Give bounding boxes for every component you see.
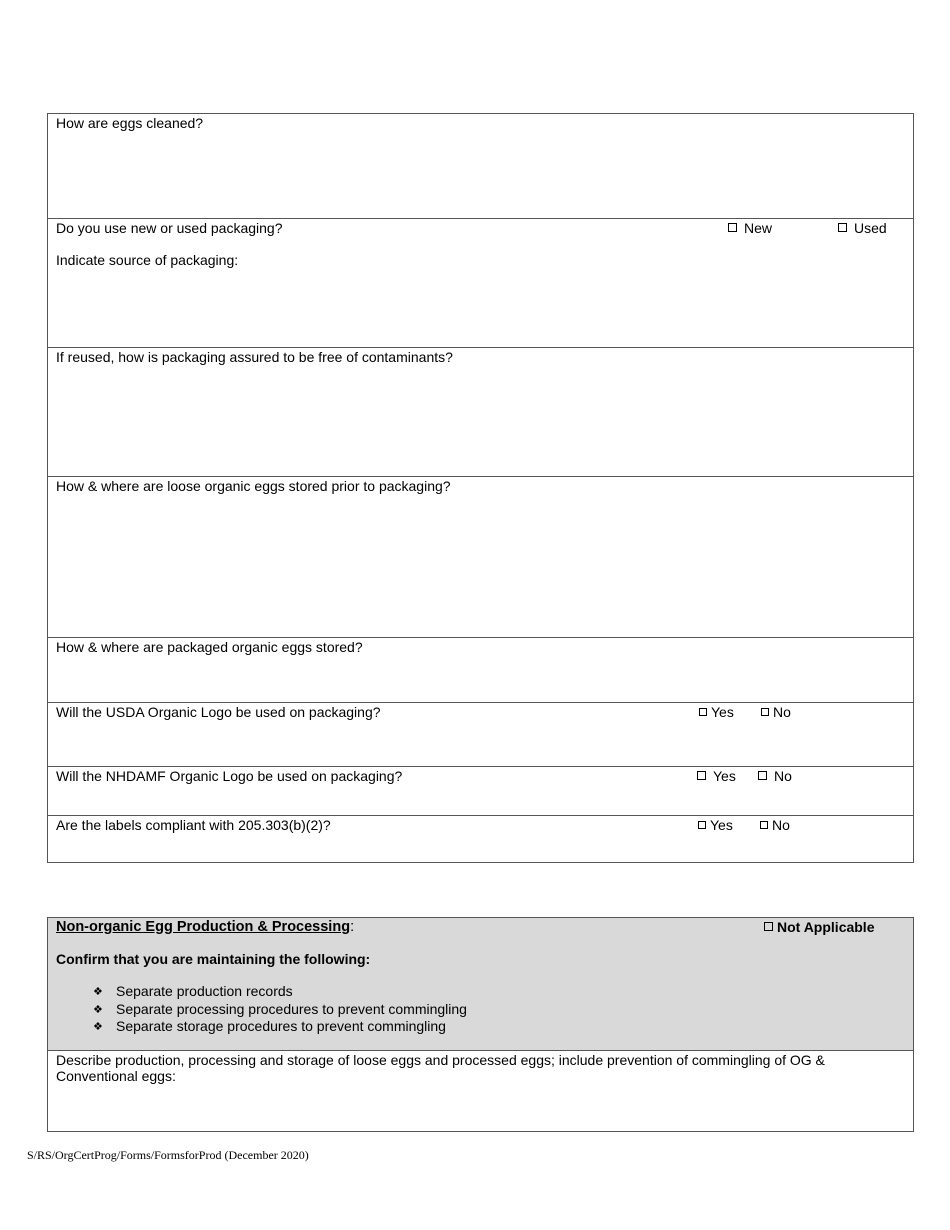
diamond-bullet-icon: ❖ xyxy=(93,986,103,998)
question-eggs-cleaned: How are eggs cleaned? xyxy=(56,115,204,131)
footer-text: S/RS/OrgCertProg/Forms/FormsforProd (December 2020) xyxy=(27,1148,309,1162)
checkbox-nhdamf-yes[interactable] xyxy=(697,771,706,780)
row-eggs-cleaned[interactable] xyxy=(48,114,913,219)
row-reused-packaging[interactable] xyxy=(48,348,913,477)
checkbox-new[interactable] xyxy=(728,223,737,232)
question-usda-logo: Will the USDA Organic Logo be used on packaging? xyxy=(56,704,381,720)
section-title: Non-organic Egg Production & Processing: xyxy=(56,919,355,935)
bullet-list xyxy=(93,983,467,1036)
option-labels-no[interactable]: No xyxy=(760,817,790,833)
checkbox-usda-no[interactable] xyxy=(761,708,769,716)
option-nhdamf-yes[interactable]: Yes xyxy=(697,768,736,784)
non-organic-table xyxy=(47,917,914,1132)
checkbox-labels-no[interactable] xyxy=(760,821,768,829)
list-item: ❖ Separate storage procedures to prevent commingling xyxy=(93,1018,446,1034)
option-nhdamf-no[interactable]: No xyxy=(758,768,792,784)
option-usda-yes[interactable]: Yes xyxy=(699,704,734,720)
option-usda-no[interactable]: No xyxy=(761,704,791,720)
checkbox-usda-yes[interactable] xyxy=(699,708,707,716)
row-packaged-eggs-storage[interactable] xyxy=(48,638,913,703)
row-packaging-new-used[interactable] xyxy=(48,219,913,348)
row-labels-compliant[interactable] xyxy=(48,816,913,862)
row-nhdamf-logo[interactable] xyxy=(48,767,913,816)
checkbox-nhdamf-no[interactable] xyxy=(758,771,767,780)
question-packaged-eggs-storage: How & where are packaged organic eggs stored? xyxy=(56,639,363,655)
row-usda-logo[interactable] xyxy=(48,703,913,767)
checkbox-used[interactable] xyxy=(838,223,847,232)
question-packaging-source: Indicate source of packaging: xyxy=(56,252,239,268)
option-new[interactable]: New xyxy=(728,220,772,236)
non-organic-header-row xyxy=(48,918,913,1051)
egg-handling-table xyxy=(47,113,914,863)
option-not-applicable[interactable]: Not Applicable xyxy=(764,919,875,935)
question-reused-packaging: If reused, how is packaging assured to be free of contaminants? xyxy=(56,349,453,365)
checkbox-not-applicable[interactable] xyxy=(764,922,773,931)
option-used[interactable]: Used xyxy=(838,220,887,236)
question-labels-compliant: Are the labels compliant with 205.303(b)(2)? xyxy=(56,817,331,833)
question-describe-commingling: Describe production, processing and storage of loose eggs and processed eggs; include prevention of commingling of OG & Conventional eggs: xyxy=(56,1052,825,1084)
diamond-bullet-icon: ❖ xyxy=(93,1021,103,1033)
confirm-label: Confirm that you are maintaining the following: xyxy=(56,951,371,967)
question-nhdamf-logo: Will the NHDAMF Organic Logo be used on packaging? xyxy=(56,768,403,784)
question-loose-eggs-storage: How & where are loose organic eggs stored prior to packaging? xyxy=(56,478,451,494)
checkbox-labels-yes[interactable] xyxy=(698,821,706,829)
row-loose-eggs-storage[interactable] xyxy=(48,477,913,638)
list-item: ❖ Separate processing procedures to prevent commingling xyxy=(93,1000,467,1017)
question-packaging-type: Do you use new or used packaging? xyxy=(56,220,283,236)
row-describe-commingling[interactable] xyxy=(48,1051,913,1131)
option-labels-yes[interactable]: Yes xyxy=(698,817,733,833)
diamond-bullet-icon: ❖ xyxy=(93,1003,103,1016)
list-item: ❖ Separate production records xyxy=(93,983,293,999)
